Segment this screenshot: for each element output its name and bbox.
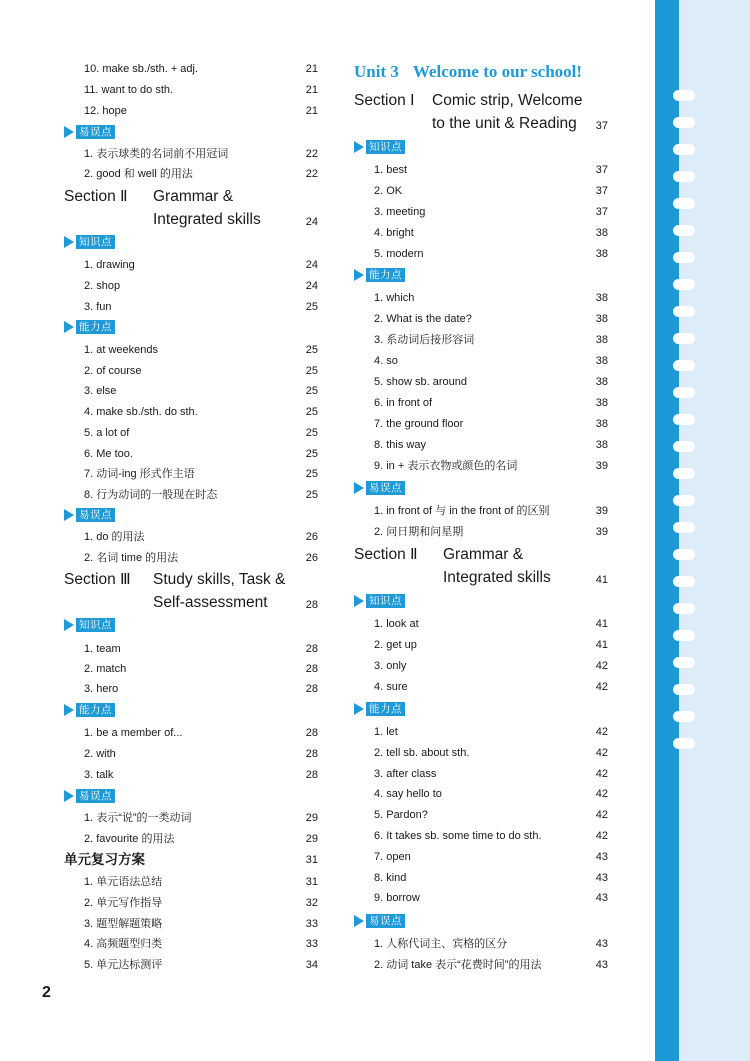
toc-entry-title: 1. drawing xyxy=(84,259,135,271)
toc-entry xyxy=(374,829,608,843)
triangle-icon xyxy=(64,790,74,802)
toc-entry xyxy=(374,787,608,801)
toc-entry-title: 3. hero xyxy=(84,683,119,695)
toc-entry xyxy=(84,530,318,544)
toc-entry-title: 2. good 和 well 的用法 xyxy=(84,168,193,180)
toc-entry-page: 37 xyxy=(595,164,608,176)
toc-entry xyxy=(84,167,318,181)
binder-ring xyxy=(673,630,695,641)
binder-ring xyxy=(673,549,695,560)
triangle-icon xyxy=(354,482,364,494)
toc-entry-page: 28 xyxy=(305,663,318,675)
toc-entry-title: 3. 题型解题策略 xyxy=(84,917,163,930)
toc-entry-title: 2. What is the date? xyxy=(374,313,472,325)
toc-entry-page: 33 xyxy=(305,917,318,930)
toc-entry xyxy=(84,832,318,846)
toc-entry-page: 24 xyxy=(305,280,318,292)
toc-entry-title: 7. the ground floor xyxy=(374,418,464,430)
category-label-knowledge: 知识点 xyxy=(354,139,405,155)
toc-entry-title: 6. Me too. xyxy=(84,447,133,460)
binder-ring xyxy=(673,360,695,371)
toc-entry-title: 8. this way xyxy=(374,439,426,451)
toc-entry-page: 42 xyxy=(595,726,608,738)
toc-entry xyxy=(84,917,318,931)
category-label-ability: 能力点 xyxy=(64,319,115,335)
toc-entry-page: 42 xyxy=(595,830,608,842)
toc-entry-title: 5. show sb. around xyxy=(374,376,467,388)
toc-entry xyxy=(374,958,608,972)
toc-entry xyxy=(84,447,318,461)
toc-entry-page: 28 xyxy=(305,769,318,781)
toc-entry-title: 2. shop xyxy=(84,280,121,292)
toc-entry xyxy=(84,875,318,889)
toc-entry-title: 5. modern xyxy=(374,248,424,260)
binder-ring xyxy=(673,333,695,344)
toc-entry xyxy=(374,375,608,389)
toc-entry xyxy=(84,488,318,502)
category-label-knowledge: 知识点 xyxy=(64,234,115,250)
toc-entry-title: 1. 人称代词主、宾格的区分 xyxy=(374,938,508,950)
toc-entry xyxy=(374,438,608,452)
toc-entry xyxy=(374,659,608,673)
triangle-icon xyxy=(354,141,364,153)
binder-ring xyxy=(673,279,695,290)
triangle-icon xyxy=(64,509,74,521)
toc-entry-page: 42 xyxy=(595,660,608,672)
binder-ring xyxy=(673,576,695,587)
toc-entry-page: 38 xyxy=(595,292,608,304)
triangle-icon xyxy=(354,595,364,607)
toc-entry-title: 2. tell sb. about sth. xyxy=(374,746,470,759)
toc-entry-page: 37 xyxy=(595,206,608,218)
toc-entry-page: 38 xyxy=(595,248,608,260)
toc-entry-title: 2. with xyxy=(84,748,116,760)
toc-entry-page: 32 xyxy=(305,896,318,909)
toc-entry-page: 28 xyxy=(305,683,318,695)
toc-entry-page: 25 xyxy=(305,468,318,481)
toc-entry xyxy=(374,184,608,198)
binder-ring xyxy=(673,684,695,695)
toc-entry-title: 2. get up xyxy=(374,639,417,651)
toc-entry-title: 10. make sb./sth. + adj. xyxy=(84,63,199,75)
toc-entry-title: 1. 表示球类的名词前不用冠词 xyxy=(84,148,229,160)
toc-entry-page: 21 xyxy=(305,63,318,75)
toc-entry xyxy=(84,104,318,118)
toc-entry xyxy=(374,205,608,219)
toc-entry xyxy=(374,459,608,473)
toc-entry xyxy=(84,258,318,272)
toc-entry-page: 21 xyxy=(305,105,318,117)
toc-entry-page: 28 xyxy=(305,748,318,760)
toc-entry xyxy=(374,638,608,652)
toc-entry xyxy=(84,364,318,378)
category-label-ability: 能力点 xyxy=(64,702,115,718)
toc-entry-title: 2. 问日期和问星期 xyxy=(374,526,464,538)
toc-entry xyxy=(374,396,608,410)
toc-entry-title: 4. so xyxy=(374,355,398,367)
toc-entry-title: 5. a lot of xyxy=(84,426,130,439)
toc-entry xyxy=(374,247,608,261)
toc-entry xyxy=(374,226,608,240)
binder-ring xyxy=(673,225,695,236)
toc-entry-page: 38 xyxy=(595,439,608,451)
toc-entry xyxy=(84,384,318,398)
toc-entry-title: 2. OK xyxy=(374,185,403,197)
toc-entry xyxy=(84,768,318,782)
toc-entry xyxy=(84,937,318,951)
toc-entry-title: 4. 高频题型归类 xyxy=(84,938,163,951)
category-label-ability: 能力点 xyxy=(354,701,405,717)
toc-entry-title: 1. team xyxy=(84,643,121,655)
toc-entry-page: 31 xyxy=(305,876,318,888)
toc-entry-title: 6. in front of xyxy=(374,397,433,409)
toc-entry-page: 25 xyxy=(305,364,318,377)
toc-entry-title: 3. only xyxy=(374,660,407,672)
toc-entry-page: 37 xyxy=(595,185,608,197)
binder-ring xyxy=(673,441,695,452)
toc-entry-page: 43 xyxy=(595,938,608,950)
toc-entry-page: 41 xyxy=(595,639,608,651)
triangle-icon xyxy=(64,704,74,716)
category-label-error-prone: 易误点 xyxy=(354,480,405,496)
category-label-knowledge: 知识点 xyxy=(354,593,405,609)
toc-entry-page: 41 xyxy=(595,618,608,630)
toc-entry-page: 39 xyxy=(595,526,608,538)
toc-entry-title: 1. which xyxy=(374,292,415,304)
toc-entry-page: 25 xyxy=(305,426,318,439)
binder-ring xyxy=(673,171,695,182)
binder-edge-decoration xyxy=(655,0,750,1061)
toc-entry-title: 1. 单元语法总结 xyxy=(84,876,163,888)
toc-entry-page: 28 xyxy=(305,727,318,739)
toc-entry-title: 1. at weekends xyxy=(84,344,158,356)
toc-entry-title: 1. do 的用法 xyxy=(84,531,145,543)
toc-entry-title: 4. make sb./sth. do sth. xyxy=(84,406,198,419)
toc-entry-page: 25 xyxy=(305,344,318,356)
toc-entry-title: 1. look at xyxy=(374,618,419,630)
binder-ring xyxy=(673,603,695,614)
toc-entry-title: 8. 行为动词的一般现在时态 xyxy=(84,488,218,501)
binder-ring xyxy=(673,414,695,425)
toc-entry xyxy=(374,417,608,431)
toc-entry-page: 22 xyxy=(305,168,318,180)
toc-entry-title: 3. else xyxy=(84,385,117,398)
toc-entry xyxy=(374,291,608,305)
triangle-icon xyxy=(64,236,74,248)
triangle-icon xyxy=(64,619,74,631)
toc-entry-page: 42 xyxy=(595,809,608,822)
category-label-error-prone: 易误点 xyxy=(64,124,115,140)
triangle-icon xyxy=(354,703,364,715)
triangle-icon xyxy=(354,269,364,281)
toc-entry-page: 29 xyxy=(305,833,318,845)
toc-entry-title: 4. say hello to xyxy=(374,788,442,801)
toc-entry-page: 38 xyxy=(595,418,608,430)
unit-title: Unit 3 Welcome to our school! xyxy=(354,62,583,81)
toc-entry-title: 5. 单元达标测评 xyxy=(84,959,163,972)
toc-entry-title: 9. borrow xyxy=(374,892,420,905)
toc-entry-title: 12. hope xyxy=(84,105,127,117)
toc-entry-title: 6. It takes sb. some time to do sth. xyxy=(374,830,542,842)
toc-entry xyxy=(84,147,318,161)
toc-entry xyxy=(84,811,318,825)
toc-entry xyxy=(84,467,318,481)
toc-entry-page: 33 xyxy=(305,938,318,951)
toc-entry xyxy=(84,83,318,97)
toc-entry-page: 21 xyxy=(305,84,318,96)
toc-entry-title: 3. 系动词后接形容词 xyxy=(374,334,475,346)
toc-entry-page: 26 xyxy=(305,531,318,543)
toc-entry-page: 39 xyxy=(595,460,608,472)
toc-entry-page: 42 xyxy=(595,767,608,780)
toc-entry-title: 2. 单元写作指导 xyxy=(84,896,163,909)
toc-entry-title: 7. 动词-ing 形式作主语 xyxy=(84,468,195,481)
triangle-icon xyxy=(354,915,364,927)
toc-entry xyxy=(374,504,608,518)
toc-entry-title: 7. open xyxy=(374,850,411,863)
toc-entry-title: 2. 名词 time 的用法 xyxy=(84,552,179,564)
toc-entry-page: 38 xyxy=(595,313,608,325)
toc-entry-title: 3. fun xyxy=(84,301,112,313)
toc-entry xyxy=(84,642,318,656)
triangle-icon xyxy=(64,321,74,333)
toc-entry-title: 1. 表示“说”的一类动词 xyxy=(84,812,192,824)
toc-entry-title: 4. sure xyxy=(374,681,408,693)
toc-entry xyxy=(374,680,608,694)
toc-entry-title: 3. meeting xyxy=(374,206,426,218)
toc-entry xyxy=(84,279,318,293)
toc-entry-title: 3. talk xyxy=(84,769,114,781)
toc-entry xyxy=(84,896,318,910)
toc-entry xyxy=(84,343,318,357)
triangle-icon xyxy=(64,126,74,138)
toc-entry xyxy=(374,725,608,739)
binder-ring xyxy=(673,306,695,317)
toc-entry-page: 42 xyxy=(595,788,608,801)
category-label-error-prone: 易误点 xyxy=(354,913,405,929)
binder-ring xyxy=(673,198,695,209)
toc-entry-title: 2. favourite 的用法 xyxy=(84,833,175,845)
toc-entry-title: 11. want to do sth. xyxy=(84,84,174,96)
binder-ring xyxy=(673,144,695,155)
toc-entry xyxy=(374,525,608,539)
toc-entry-title: 3. after class xyxy=(374,767,437,780)
toc-entry xyxy=(84,682,318,696)
binder-ring xyxy=(673,117,695,128)
unit-review-heading: 单元复习方案 31 xyxy=(64,852,318,867)
toc-entry-page: 39 xyxy=(595,505,608,517)
toc-entry xyxy=(84,662,318,676)
toc-entry xyxy=(84,551,318,565)
binder-ring xyxy=(673,468,695,479)
toc-entry xyxy=(374,617,608,631)
toc-entry xyxy=(374,746,608,760)
toc-entry xyxy=(374,354,608,368)
toc-entry-page: 25 xyxy=(305,447,318,460)
toc-entry-title: 1. in front of 与 in the front of 的区别 xyxy=(374,505,550,517)
toc-entry-page: 29 xyxy=(305,812,318,824)
toc-entry xyxy=(84,300,318,314)
category-label-error-prone: 易误点 xyxy=(64,788,115,804)
toc-entry-page: 38 xyxy=(595,376,608,388)
toc-entry xyxy=(374,163,608,177)
category-label-ability: 能力点 xyxy=(354,267,405,283)
toc-entry-title: 4. bright xyxy=(374,227,414,239)
toc-entry-title: 1. let xyxy=(374,726,398,738)
category-label-error-prone: 易误点 xyxy=(64,507,115,523)
toc-entry-title: 2. of course xyxy=(84,364,142,377)
binder-ring xyxy=(673,738,695,749)
toc-entry-title: 8. kind xyxy=(374,871,407,884)
toc-entry-page: 43 xyxy=(595,871,608,884)
toc-entry-title: 1. be a member of... xyxy=(84,727,183,739)
toc-entry xyxy=(374,891,608,905)
toc-entry-title: 2. match xyxy=(84,663,127,675)
binder-ring xyxy=(673,657,695,668)
category-label-knowledge: 知识点 xyxy=(64,617,115,633)
toc-entry xyxy=(84,426,318,440)
toc-entry-page: 28 xyxy=(305,643,318,655)
toc-entry-page: 43 xyxy=(595,959,608,971)
toc-entry-title: 9. in + 表示衣物或颜色的名词 xyxy=(374,460,518,472)
toc-entry xyxy=(374,767,608,781)
toc-entry xyxy=(374,808,608,822)
toc-entry-page: 25 xyxy=(305,301,318,313)
binder-ring xyxy=(673,90,695,101)
toc-entry-page: 25 xyxy=(305,385,318,398)
binder-ring xyxy=(673,522,695,533)
toc-entry xyxy=(84,405,318,419)
binder-ring xyxy=(673,711,695,722)
toc-entry-page: 43 xyxy=(595,892,608,905)
toc-entry-page: 26 xyxy=(305,552,318,564)
toc-entry xyxy=(374,937,608,951)
toc-entry xyxy=(84,958,318,972)
toc-entry-page: 25 xyxy=(305,406,318,419)
toc-entry-page: 38 xyxy=(595,227,608,239)
toc-entry-page: 25 xyxy=(305,488,318,501)
toc-entry xyxy=(84,747,318,761)
toc-entry-page: 22 xyxy=(305,148,318,160)
toc-entry-page: 38 xyxy=(595,355,608,367)
toc-entry-title: 1. best xyxy=(374,164,408,176)
toc-entry xyxy=(374,312,608,326)
binder-ring xyxy=(673,252,695,263)
toc-entry-title: 2. 动词 take 表示“花费时间”的用法 xyxy=(374,959,542,971)
toc-entry-page: 42 xyxy=(595,746,608,759)
binder-ring xyxy=(673,387,695,398)
toc-entry-title: 5. Pardon? xyxy=(374,809,428,822)
toc-entry-page: 43 xyxy=(595,850,608,863)
toc-entry-page: 38 xyxy=(595,397,608,409)
toc-entry xyxy=(374,333,608,347)
binder-ring xyxy=(673,495,695,506)
toc-entry xyxy=(84,62,318,76)
toc-entry xyxy=(374,871,608,885)
toc-entry xyxy=(84,726,318,740)
toc-entry-page: 24 xyxy=(305,259,318,271)
toc-entry-page: 34 xyxy=(305,959,318,972)
page-number: 2 xyxy=(42,984,51,1001)
toc-entry xyxy=(374,850,608,864)
toc-entry-page: 42 xyxy=(595,681,608,693)
toc-entry-page: 38 xyxy=(595,334,608,346)
